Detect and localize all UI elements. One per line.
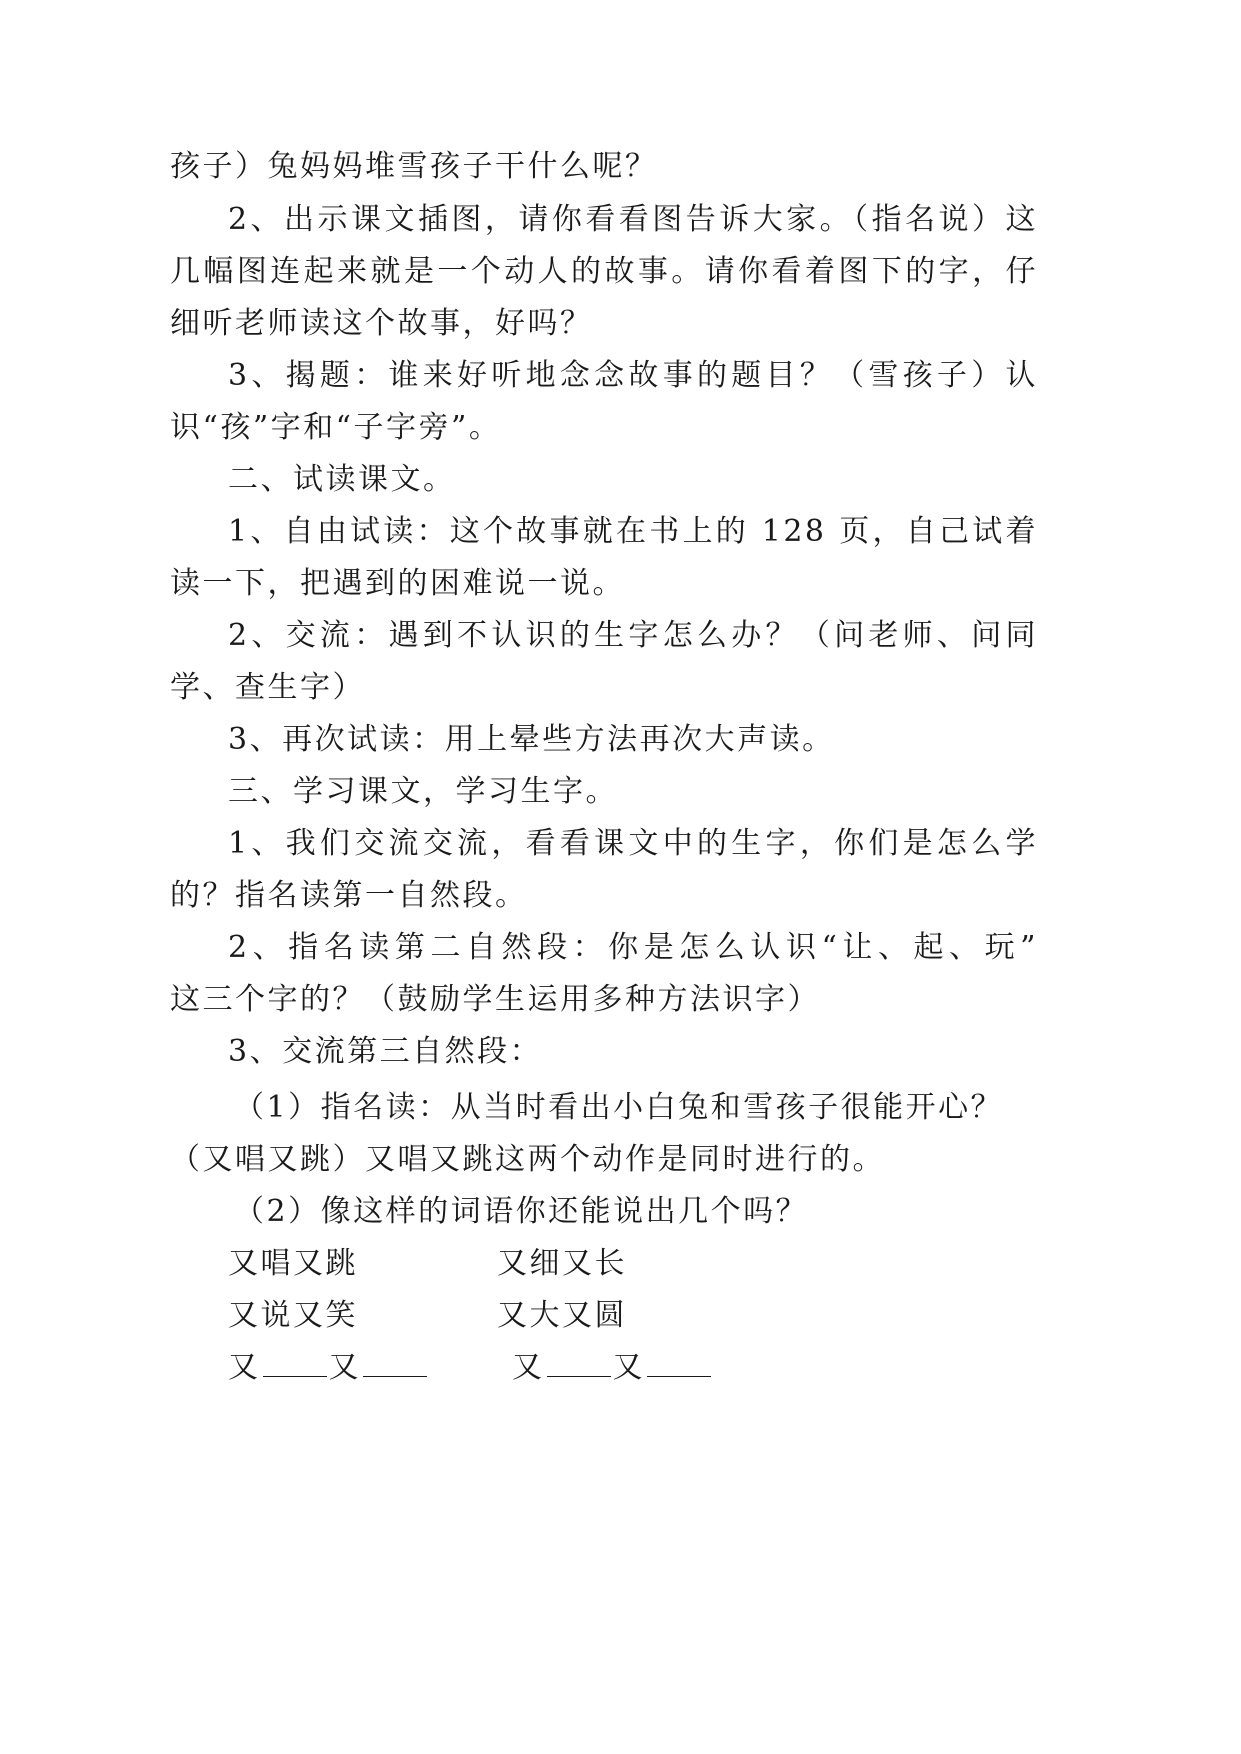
blank-line	[363, 1348, 427, 1377]
blank-line	[647, 1348, 711, 1377]
text-line: 几幅图连起来就是一个动人的故事。请你看着图下的字，仔	[170, 254, 1038, 289]
word-char: 又	[512, 1350, 545, 1385]
section-heading: 二、试读课文。	[228, 462, 456, 497]
text-line: 1、自由试读：这个故事就在书上的 128 页，自己试着	[228, 514, 1038, 549]
text-line: 这三个字的？（鼓励学生运用多种方法识字）	[170, 982, 820, 1017]
word-char: 又	[228, 1350, 261, 1385]
text-line: 2、交流：遇到不认识的生字怎么办？（问老师、问同	[228, 618, 1038, 653]
text-line: （又唱又跳）又唱又跳这两个动作是同时进行的。	[170, 1142, 885, 1177]
blank-line	[263, 1348, 327, 1377]
text-line: 3、交流第三自然段：	[228, 1034, 543, 1069]
text-line: 2、指名读第二自然段：你是怎么认识“让、起、玩”	[228, 930, 1038, 965]
blank-line	[547, 1348, 611, 1377]
text-line: 的？指名读第一自然段。	[170, 878, 528, 913]
section-heading: 三、学习课文，学习生字。	[228, 774, 618, 809]
text-line: 孩子）兔妈妈堆雪孩子干什么呢？	[170, 149, 658, 184]
text-line: 读一下，把遇到的困难说一说。	[170, 566, 625, 601]
text-line: 识“孩”字和“子字旁”。	[170, 410, 502, 445]
fill-in-blank-example	[228, 1348, 429, 1388]
word-example: 又说又笑	[228, 1298, 358, 1333]
word-example: 又大又圆	[497, 1298, 627, 1333]
text-line: （2）像这样的词语你还能说出几个吗？	[234, 1194, 809, 1229]
text-line: 2、出示课文插图，请你看看图告诉大家。（指名说）这	[228, 202, 1038, 237]
word-example: 又唱又跳	[228, 1246, 358, 1281]
word-example: 又细又长	[497, 1246, 627, 1281]
text-line: 1、我们交流交流，看看课文中的生字，你们是怎么学	[228, 826, 1038, 861]
text-line: 细听老师读这个故事，好吗？	[170, 306, 593, 341]
word-char: 又	[328, 1350, 361, 1385]
text-line: 3、揭题：谁来好听地念念故事的题目？（雪孩子）认	[228, 358, 1038, 393]
word-char: 又	[612, 1350, 645, 1385]
text-line: 3、再次试读：用上晕些方法再次大声读。	[228, 722, 835, 757]
fill-in-blank-example	[512, 1348, 713, 1388]
text-line: 学、查生字）	[170, 670, 365, 705]
text-line: （1）指名读：从当时看出小白兔和雪孩子很能开心？	[234, 1090, 1004, 1125]
